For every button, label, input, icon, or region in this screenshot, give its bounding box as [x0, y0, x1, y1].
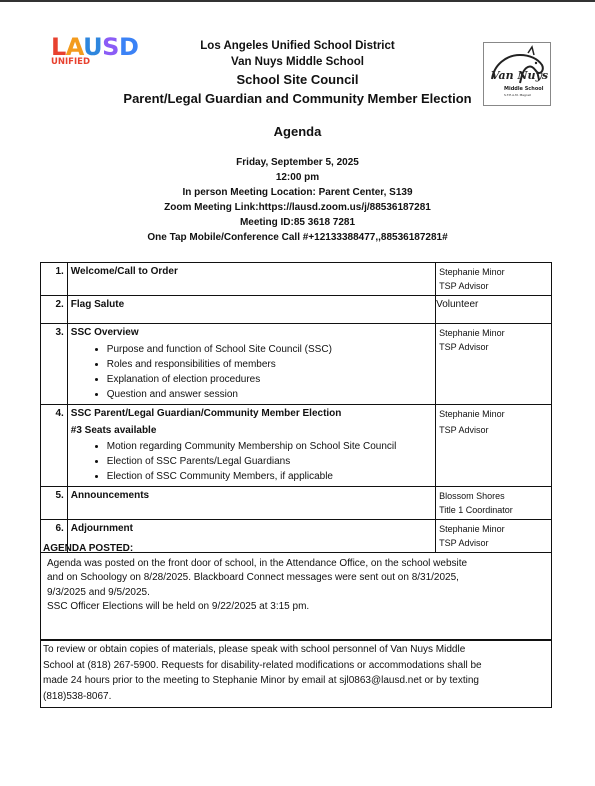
- bullet-item: • Motion regarding Community Membership on School Site Council: [107, 439, 432, 454]
- agenda-item-subtitle: #3 Seats available: [70, 425, 157, 436]
- agenda-item-cell: [67, 263, 435, 296]
- school-logo-small-text: S.T.E.A.M. Magnet: [504, 93, 531, 97]
- bullet-item: • Explanation of election procedures: [107, 372, 432, 387]
- posted-line: 9/3/2025 and 9/5/2025.: [47, 586, 150, 598]
- school-logo-main-text: Van Nuys: [491, 69, 549, 82]
- agenda-item-title: Welcome/Call to Order: [70, 266, 178, 277]
- zoom-link[interactable]: Zoom Meeting Link:https://lausd.zoom.us/j/88536187281: [164, 202, 431, 213]
- agenda-item-title: Announcements: [70, 490, 150, 501]
- agenda-item-cell: [67, 296, 435, 324]
- agenda-item-cell: [67, 487, 435, 520]
- agenda-posted-box: [40, 542, 552, 640]
- logo-letter-l: L: [51, 33, 66, 61]
- presenter-name: Stephanie Minor: [439, 328, 505, 338]
- logo-letter-s: S: [102, 33, 119, 61]
- agenda-item-number: 2.: [41, 296, 68, 324]
- meeting-id: Meeting ID:85 3618 7281: [239, 217, 356, 228]
- presenter-role: TSP Advisor: [439, 281, 489, 291]
- agenda-row: [41, 296, 552, 324]
- agenda-presenter-cell: [436, 296, 552, 324]
- notice-line: To review or obtain copies of materials, please speak with school personnel of Van Nuys Middle: [43, 644, 466, 655]
- presenter-name: Blossom Shores: [439, 491, 505, 501]
- agenda-item-number: 5.: [41, 487, 68, 520]
- presenter-role: TSP Advisor: [439, 425, 489, 435]
- presenter-name: Stephanie Minor: [439, 409, 505, 419]
- posted-line: Agenda was posted on the front door of school, in the Attendance Office, on the school website: [47, 557, 468, 569]
- agenda-row: [41, 263, 552, 296]
- bullet-item: • Question and answer session: [107, 387, 432, 402]
- agenda-item-number: 1.: [41, 263, 68, 296]
- agenda-item-number: 3.: [41, 324, 68, 405]
- school-name: Van Nuys Middle School: [231, 56, 364, 68]
- logo-letter-d: D: [118, 33, 139, 61]
- agenda-item-title: SSC Parent/Legal Guardian/Community Member Election: [70, 408, 342, 419]
- one-tap-number: One Tap Mobile/Conference Call #+12133388477,,88536187281#: [147, 232, 448, 243]
- posted-heading: AGENDA POSTED:: [43, 543, 134, 554]
- agenda-item-cell: [67, 324, 435, 405]
- agenda-item-title: SSC Overview: [70, 327, 139, 338]
- presenter-role: TSP Advisor: [439, 538, 489, 548]
- presenter-name: Stephanie Minor: [439, 267, 505, 277]
- agenda-table: [40, 262, 552, 553]
- agenda-row: [41, 405, 552, 487]
- presenter-role: Title 1 Coordinator: [439, 505, 513, 515]
- election-title: Parent/Legal Guardian and Community Member Election: [123, 91, 472, 106]
- lausd-logo-subtext: UNIFIED: [51, 57, 91, 67]
- top-rule: [0, 0, 595, 2]
- notice-line: School at (818) 267-5900. Requests for disability-related modifications or accommodations shall be: [43, 659, 482, 671]
- bullet-item: • Roles and responsibilities of members: [107, 357, 432, 372]
- presenter-name: Volunteer: [436, 299, 479, 310]
- agenda-row: [41, 487, 552, 520]
- agenda-item-number: 6.: [41, 520, 68, 553]
- presenter-role: TSP Advisor: [439, 342, 489, 352]
- agenda-item-bullets: [71, 439, 432, 484]
- agenda-presenter-cell: [436, 263, 552, 296]
- logo-letter-u: U: [83, 33, 103, 61]
- accommodations-notice: [40, 640, 552, 708]
- agenda-item-cell: [67, 405, 435, 487]
- agenda-item-title: Adjournment: [70, 523, 133, 534]
- agenda-row: [41, 324, 552, 405]
- presenter-name: Stephanie Minor: [439, 524, 505, 534]
- agenda-title: Agenda: [273, 124, 322, 139]
- posted-line: and on Schoology on 8/28/2025. Blackboard Connect messages were sent out on 8/31/2025,: [47, 572, 459, 583]
- agenda-presenter-cell: [436, 487, 552, 520]
- agenda-presenter-cell: [436, 324, 552, 405]
- meeting-date: Friday, September 5, 2025: [236, 157, 359, 168]
- bullet-item: • Election of SSC Parents/Legal Guardians: [107, 454, 432, 469]
- meeting-location: In person Meeting Location: Parent Center, S139: [182, 187, 413, 198]
- agenda-item-title: Flag Salute: [70, 299, 125, 310]
- notice-line: (818)538-8067.: [43, 690, 112, 702]
- agenda-item-bullets: [71, 342, 432, 402]
- bullet-item: • Election of SSC Community Members, if applicable: [107, 469, 432, 484]
- school-logo-sub-text: Middle School: [504, 86, 544, 92]
- agenda-item-number: 4.: [41, 405, 68, 487]
- agenda-presenter-cell: [436, 405, 552, 487]
- officer-election-note: SSC Officer Elections will be held on 9/22/2025 at 3:15 pm.: [47, 601, 310, 612]
- district-name: Los Angeles Unified School District: [200, 40, 395, 52]
- council-title: School Site Council: [236, 72, 359, 87]
- notice-line: made 24 hours prior to the meeting to Stephanie Minor by email at sjl0863@lausd.net or by texting: [43, 675, 479, 686]
- logo-letter-a: A: [65, 33, 84, 61]
- bullet-item: • Purpose and function of School Site Council (SSC): [107, 342, 432, 357]
- meeting-time: 12:00 pm: [275, 172, 320, 183]
